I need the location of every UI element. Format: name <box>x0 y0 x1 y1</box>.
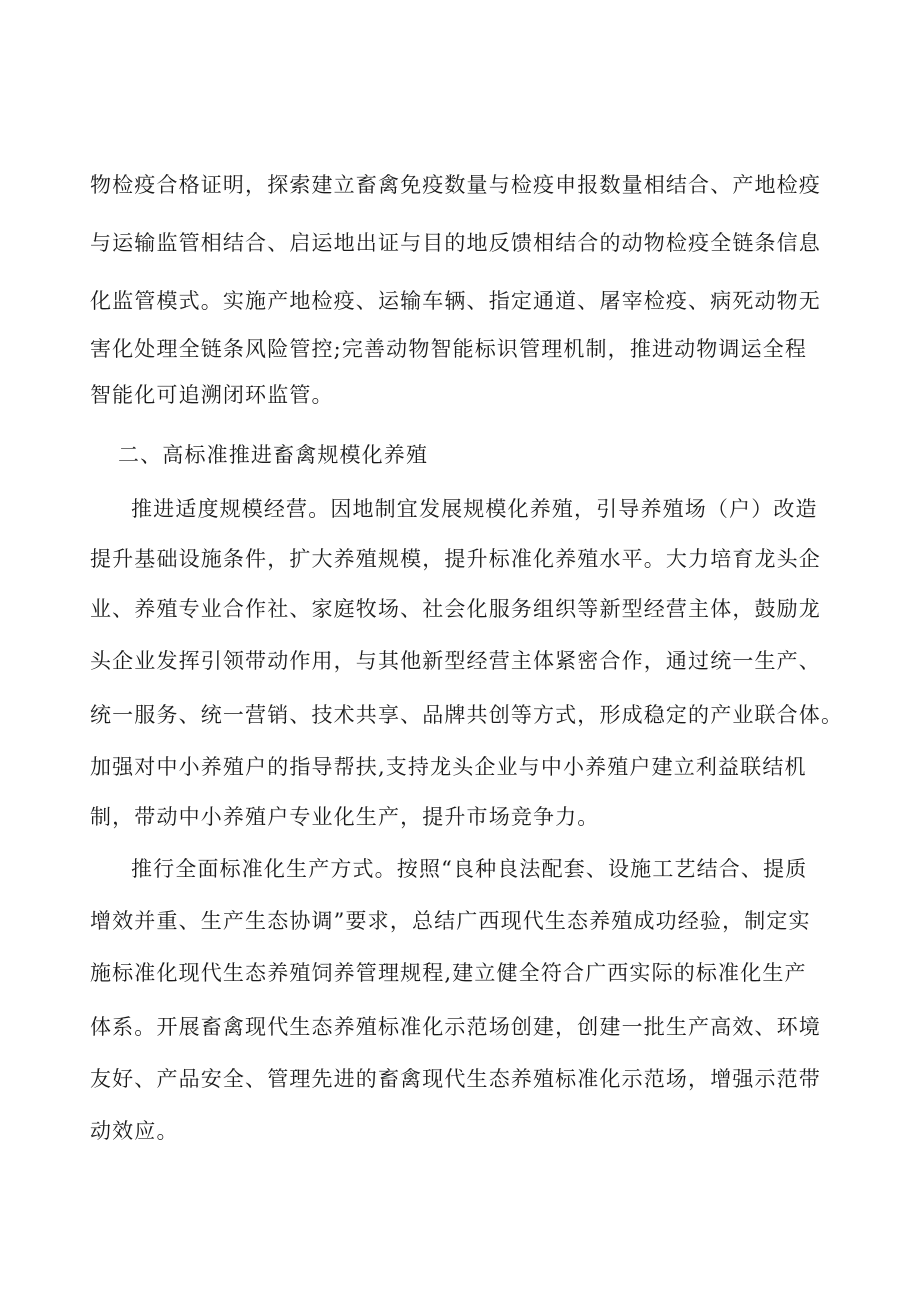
paragraph-line: 智能化可追溯闭环监管。 <box>90 383 334 407</box>
paragraph-line: 增效并重、生产生态协调”要求，总结广西现代生态养殖成功经验，制定实 <box>90 909 811 933</box>
paragraph-line: 物检疫合格证明，探索建立畜禽免疫数量与检疫申报数量相结合、产地检疫 <box>90 173 821 197</box>
paragraph-line: 加强对中小养殖户的指导帮扶,支持龙头企业与中小养殖户建立利益联结机 <box>90 755 807 779</box>
paragraph-line: 施标准化现代生态养殖饲养管理规程,建立健全符合广西实际的标准化生产 <box>90 961 807 985</box>
paragraph-line: 友好、产品安全、管理先进的畜禽现代生态养殖标准化示范场，增强示范带 <box>90 1067 821 1091</box>
paragraph-line: 害化处理全链条风险管控;完善动物智能标识管理机制，推进动物调运全程 <box>90 337 808 361</box>
paragraph-line: 提升基础设施条件，扩大养殖规模，提升标准化养殖水平。大力培育龙头企 <box>90 547 821 571</box>
paragraph-line: 推进适度规模经营。因地制宜发展规模化养殖，引导养殖场（户）改造 <box>131 497 818 521</box>
paragraph-line: 推行全面标准化生产方式。按照“良种良法配套、设施工艺结合、提质 <box>131 857 808 881</box>
paragraph-line: 制，带动中小养殖户专业化生产，提升市场竞争力。 <box>90 805 600 829</box>
paragraph-line: 体系。开展畜禽现代生态养殖标准化示范场创建，创建一批生产高效、环境 <box>90 1015 821 1039</box>
section-heading: 二、高标准推进畜禽规模化养殖 <box>118 443 429 467</box>
paragraph-line: 动效应。 <box>90 1119 179 1143</box>
paragraph-line: 业、养殖专业合作社、家庭牧场、社会化服务组织等新型经营主体，鼓励龙 <box>90 597 821 621</box>
paragraph-line: 化监管模式。实施产地检疫、运输车辆、指定通道、屠宰检疫、病死动物无 <box>90 289 821 313</box>
paragraph-line: 头企业发挥引领带动作用，与其他新型经营主体紧密合作，通过统一生产、 <box>90 649 821 673</box>
paragraph-line: 统一服务、统一营销、技术共享、品牌共创等方式，形成稳定的产业联合体。 <box>90 703 844 727</box>
paragraph-line: 与运输监管相结合、启运地出证与目的地反馈相结合的动物检疫全链条信息 <box>90 231 821 255</box>
